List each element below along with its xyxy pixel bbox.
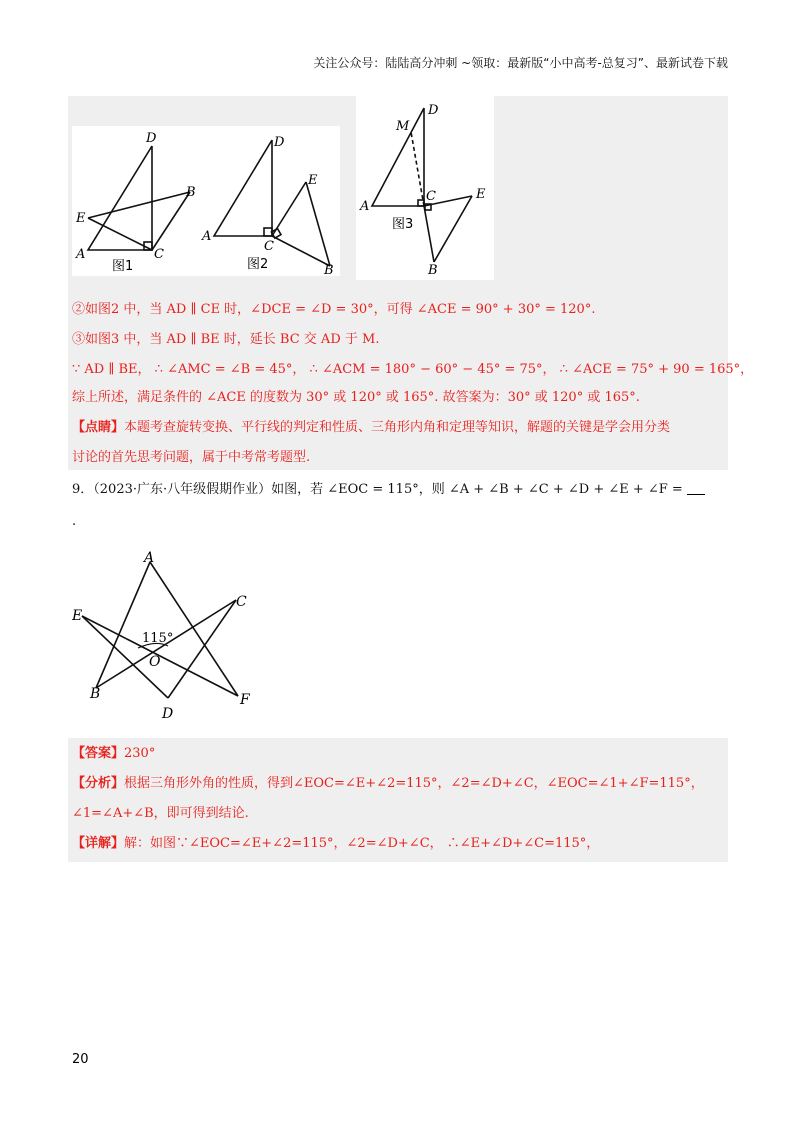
star-figure-svg xyxy=(72,548,272,724)
question-dot: . xyxy=(72,514,77,529)
analysis-tag: 【分析】 xyxy=(72,776,125,791)
fig3-label-A: A xyxy=(360,199,370,214)
fig3-label-B: B xyxy=(428,263,438,278)
star-label-O: O xyxy=(149,654,161,670)
fig3-label-C: C xyxy=(426,189,436,204)
fig1-label-E: E xyxy=(76,211,86,226)
figure-1-2 xyxy=(72,126,340,276)
note-text-1: 本题考查旋转变换、平行线的判定和性质、三角形内角和定理等知识，解题的关键是学会用分类 xyxy=(124,420,671,435)
fig3-label-M: M xyxy=(396,119,410,134)
star-label-A: A xyxy=(144,550,155,566)
star-label-C: C xyxy=(236,594,247,610)
fig2-label-D: D xyxy=(274,135,285,150)
solution-line-4: 综上所述，满足条件的 ∠ACE 的度数为 30° 或 120° 或 165°. 故答案为：30° 或 120° 或 165°. xyxy=(72,390,640,405)
answer-value: 230° xyxy=(124,746,156,761)
fig1-caption: 图1 xyxy=(112,259,134,274)
question-9 xyxy=(72,480,705,500)
fig2-caption: 图2 xyxy=(247,257,269,272)
fig1-label-A: A xyxy=(76,247,86,262)
note-tag: 【点睛】 xyxy=(72,420,125,435)
note-line-2: 讨论的首先思考问题，属于中考常考题型. xyxy=(72,450,311,465)
fig2-label-E: E xyxy=(308,173,318,188)
fig1-label-D: D xyxy=(146,131,157,146)
analysis-line-2: ∠1=∠A+∠B，即可得到结论. xyxy=(72,806,249,821)
solution-line-3: ∵ AD ∥ BE， ∴ ∠AMC = ∠B = 45°， ∴ ∠ACM = 180° − 60° − 45° = 75°， ∴ ∠ACE = 75° + 90 = 165°， xyxy=(72,362,754,377)
detail-text: 解：如图∵∠EOC=∠E+∠2=115°，∠2=∠D+∠C， ∴∠E+∠D+∠C=115°， xyxy=(124,836,600,851)
page-number: 20 xyxy=(72,1052,89,1067)
fig1-label-B: B xyxy=(186,185,196,200)
fig3-label-E: E xyxy=(476,187,486,202)
fig3-caption: 图3 xyxy=(392,217,414,232)
solution-line-1: ②如图2 中，当 AD ∥ CE 时，∠DCE = ∠D = 30°，可得 ∠ACE = 90° + 30° = 120°. xyxy=(72,302,596,317)
answer-tag: 【答案】 xyxy=(72,746,125,761)
star-label-D: D xyxy=(162,706,174,722)
answer-blank xyxy=(687,480,705,495)
star-figure xyxy=(72,548,272,724)
fig2-label-B: B xyxy=(324,263,334,276)
analysis-line-1 xyxy=(72,774,704,794)
answer-line xyxy=(72,744,155,764)
solution-line-2: ③如图3 中，当 AD ∥ BE 时，延长 BC 交 AD 于 M. xyxy=(72,332,380,347)
question-text: 9．（2023·广东·八年级假期作业）如图，若 ∠EOC = 115°，则 ∠A + ∠B + ∠C + ∠D + ∠E + ∠F = xyxy=(72,482,683,497)
fig2-label-A: A xyxy=(202,229,212,244)
fig3-label-D: D xyxy=(428,103,439,118)
detail-line xyxy=(72,834,599,854)
figure-3 xyxy=(356,96,494,280)
figure-1-2-svg xyxy=(72,126,340,276)
page-header: 关注公众号：陆陆高分冲刺 ~领取：最新版“小中高考-总复习”、最新试卷下载 xyxy=(313,56,728,70)
star-angle-label: 115° xyxy=(142,631,174,646)
star-label-B: B xyxy=(90,686,101,702)
fig1-label-C: C xyxy=(154,247,164,262)
analysis-text-1: 根据三角形外角的性质，得到∠EOC=∠E+∠2=115°，∠2=∠D+∠C，∠EOC=∠1+∠F=115°， xyxy=(124,776,704,791)
fig2-label-C: C xyxy=(264,239,274,254)
detail-tag: 【详解】 xyxy=(72,836,125,851)
star-label-E: E xyxy=(72,608,83,624)
figure-3-svg xyxy=(356,96,494,280)
note-line-1 xyxy=(72,418,670,438)
star-label-F: F xyxy=(240,692,250,708)
